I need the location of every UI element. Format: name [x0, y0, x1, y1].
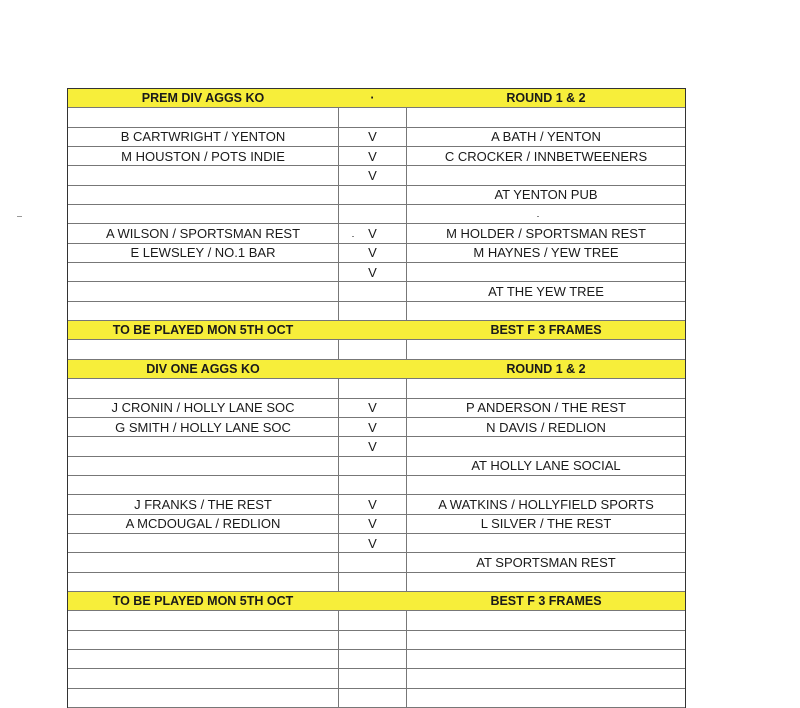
away-player-cell: AT SPORTSMAN REST	[476, 554, 616, 570]
away-player-cell	[407, 631, 685, 649]
fixture-row	[68, 437, 685, 456]
away-player-cell	[407, 534, 685, 552]
away-player-cell: AT THE YEW TREE	[488, 284, 604, 300]
versus-cell: ·	[370, 91, 375, 106]
versus-cell	[338, 592, 407, 610]
fixture-row	[68, 224, 685, 243]
versus-cell	[338, 457, 407, 475]
versus-cell	[338, 553, 407, 571]
away-player-cell	[407, 573, 685, 591]
away-player-cell	[407, 476, 685, 494]
versus-cell	[338, 186, 407, 204]
fixture-row	[68, 650, 685, 669]
away-player-cell	[407, 611, 685, 629]
away-player-cell: AT HOLLY LANE SOCIAL	[471, 458, 621, 474]
versus-cell	[338, 631, 407, 649]
home-player-cell	[68, 669, 338, 687]
away-player-cell: A WATKINS / HOLLYFIELD SPORTS	[438, 496, 654, 512]
home-player-cell: TO BE PLAYED MON 5TH OCT	[112, 594, 294, 609]
home-player-cell	[68, 186, 338, 204]
away-player-cell: ROUND 1 & 2	[506, 91, 586, 106]
fixture-row	[68, 244, 685, 263]
away-player-cell: M HAYNES / YEW TREE	[473, 245, 619, 261]
away-player-cell	[407, 689, 685, 707]
away-player-cell: BEST F 3 FRAMES	[490, 323, 602, 338]
fixture-row	[68, 147, 685, 166]
away-player-cell	[407, 340, 685, 358]
home-player-cell	[68, 379, 338, 397]
home-player-cell: J FRANKS / THE REST	[134, 496, 272, 512]
away-player-cell: A BATH / YENTON	[491, 129, 601, 145]
home-player-cell	[68, 205, 338, 223]
versus-cell	[338, 360, 407, 378]
fixture-row	[68, 495, 685, 514]
fixture-row	[68, 166, 685, 185]
section-footer-row	[68, 321, 685, 340]
fixture-row	[68, 302, 685, 321]
versus-cell	[338, 689, 407, 707]
away-player-cell: P ANDERSON / THE REST	[466, 400, 626, 416]
fixture-row	[68, 282, 685, 301]
section-header-row	[68, 360, 685, 379]
away-player-cell	[407, 650, 685, 668]
versus-cell: V	[338, 128, 407, 146]
fixture-row	[68, 631, 685, 650]
home-player-cell	[68, 302, 338, 320]
fixture-row	[68, 611, 685, 630]
versus-cell	[338, 205, 407, 223]
versus-cell: V	[338, 244, 407, 262]
fixture-row	[68, 399, 685, 418]
home-player-cell: A WILSON / SPORTSMAN REST	[105, 226, 301, 242]
versus-cell	[338, 108, 407, 126]
fixture-row	[68, 534, 685, 553]
fixture-row	[68, 457, 685, 476]
versus-cell	[338, 302, 407, 320]
versus-cell: V	[338, 534, 407, 552]
home-player-cell: PREM DIV AGGS KO	[141, 91, 265, 106]
versus-cell	[338, 282, 407, 300]
fixture-row	[68, 476, 685, 495]
home-player-cell	[68, 476, 338, 494]
away-player-cell	[407, 263, 685, 281]
home-player-cell: TO BE PLAYED MON 5TH OCT	[112, 323, 294, 338]
home-player-cell	[68, 553, 338, 571]
home-player-cell	[68, 611, 338, 629]
versus-cell: V	[338, 166, 407, 184]
home-player-cell: E LEWSLEY / NO.1 BAR	[130, 245, 276, 261]
away-player-cell: N DAVIS / REDLION	[486, 419, 606, 435]
away-player-cell	[407, 437, 685, 455]
home-player-cell	[68, 631, 338, 649]
home-player-cell	[68, 534, 338, 552]
versus-cell: V	[338, 263, 407, 281]
versus-cell	[338, 321, 407, 339]
away-player-cell: L SILVER / THE REST	[480, 516, 612, 532]
versus-cell: V	[338, 224, 407, 242]
section-footer-row	[68, 592, 685, 611]
versus-cell: V	[338, 418, 407, 436]
away-player-cell	[407, 205, 685, 223]
versus-cell: V	[338, 515, 407, 533]
fixture-row	[68, 186, 685, 205]
home-player-cell	[68, 340, 338, 358]
versus-cell: V	[338, 495, 407, 513]
fixture-row	[68, 553, 685, 572]
home-player-cell: DIV ONE AGGS KO	[146, 361, 260, 376]
fixture-row	[68, 205, 685, 224]
scan-mark	[17, 216, 22, 217]
fixture-row	[68, 379, 685, 398]
away-player-cell	[407, 166, 685, 184]
home-player-cell	[68, 457, 338, 475]
versus-cell	[338, 669, 407, 687]
away-player-cell	[407, 108, 685, 126]
home-player-cell	[68, 573, 338, 591]
fixture-row	[68, 669, 685, 688]
away-player-cell: C CROCKER / INNBETWEENERS	[444, 148, 648, 164]
versus-cell: V	[338, 399, 407, 417]
home-player-cell	[68, 263, 338, 281]
home-player-cell: G SMITH / HOLLY LANE SOC	[115, 419, 291, 435]
home-player-cell	[68, 689, 338, 707]
away-player-cell: M HOLDER / SPORTSMAN REST	[446, 226, 646, 242]
fixture-row	[68, 263, 685, 282]
versus-cell	[338, 379, 407, 397]
home-player-cell: A MCDOUGAL / REDLION	[125, 516, 281, 532]
home-player-cell: M HOUSTON / POTS INDIE	[121, 148, 285, 164]
away-player-cell	[407, 379, 685, 397]
versus-cell: V	[338, 147, 407, 165]
fixture-row	[68, 418, 685, 437]
fixture-row	[68, 128, 685, 147]
away-player-cell	[407, 302, 685, 320]
home-player-cell	[68, 108, 338, 126]
away-player-cell: BEST F 3 FRAMES	[490, 594, 602, 609]
home-player-cell: B CARTWRIGHT / YENTON	[120, 129, 286, 145]
versus-cell	[338, 340, 407, 358]
fixture-row	[68, 573, 685, 592]
away-player-cell: AT YENTON PUB	[494, 187, 598, 203]
fixture-sheet	[67, 88, 686, 708]
fixture-row	[68, 340, 685, 359]
fixture-row	[68, 515, 685, 534]
away-player-cell: ROUND 1 & 2	[506, 361, 586, 376]
home-player-cell	[68, 166, 338, 184]
versus-cell	[338, 476, 407, 494]
versus-cell	[338, 650, 407, 668]
away-player-cell	[407, 669, 685, 687]
fixture-row	[68, 108, 685, 127]
section-header-row	[68, 89, 685, 108]
home-player-cell: J CRONIN / HOLLY LANE SOC	[111, 400, 295, 416]
fixture-row	[68, 689, 685, 708]
home-player-cell	[68, 650, 338, 668]
versus-cell	[338, 573, 407, 591]
versus-cell	[338, 611, 407, 629]
home-player-cell	[68, 282, 338, 300]
home-player-cell	[68, 437, 338, 455]
versus-cell: V	[338, 437, 407, 455]
